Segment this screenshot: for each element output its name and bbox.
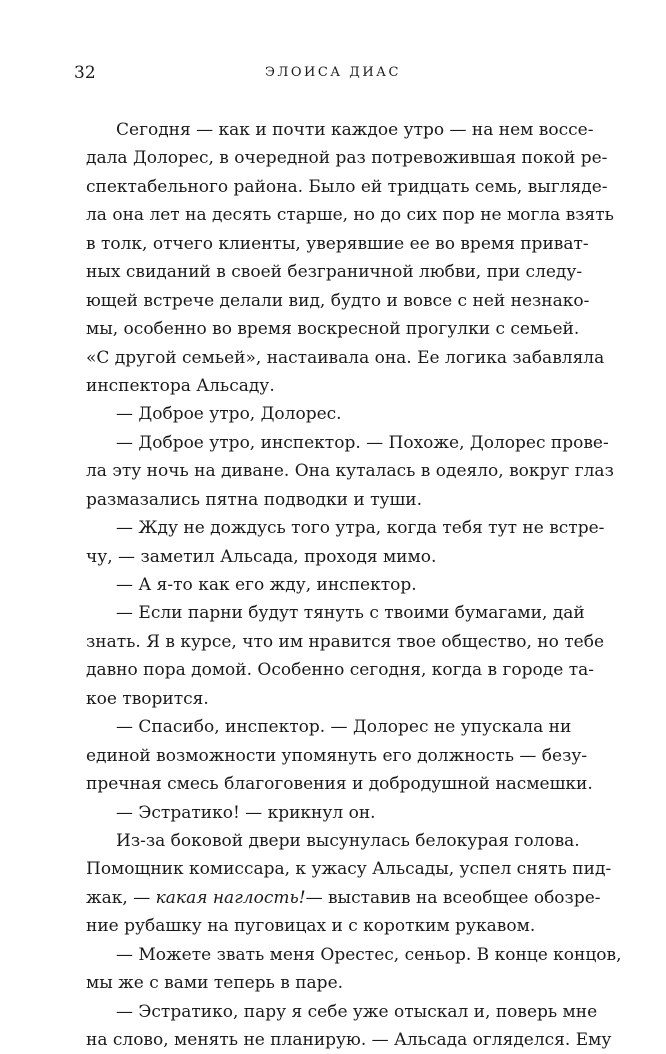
text-line: — Доброе утро, Долорес. xyxy=(116,404,342,425)
text-line: единой возможности упомянуть его должность — безу- xyxy=(86,745,588,766)
text-line: ла эту ночь на диване. Она куталась в одеяло, вокруг глаз xyxy=(86,461,614,482)
text-line: — Можете звать меня Орестес, сеньор. В конце концов, xyxy=(116,944,622,965)
text-line: — Жду не дождусь того утра, когда тебя тут не встре- xyxy=(116,518,605,539)
text-line: пречная смесь благоговения и добродушной насмешки. xyxy=(86,774,593,795)
text-line: на слово, менять не планирую. — Альсада огляделся. Ему xyxy=(86,1030,612,1050)
text-fragment: жак, — xyxy=(86,887,156,908)
italic-phrase: какая наглость! xyxy=(155,887,306,908)
text-line: давно пора домой. Особенно сегодня, когда в городе та- xyxy=(86,660,594,681)
text-line: Помощник комиссара, к ужасу Альсады, успел снять пид- xyxy=(86,859,612,880)
text-line: — Если парни будут тянуть с твоими бумагами, дай xyxy=(116,603,585,624)
text-line: чу, — заметил Альсада, проходя мимо. xyxy=(86,546,437,567)
running-header-author: ЭЛОИСА ДИАС xyxy=(265,65,401,80)
text-line: — Спасибо, инспектор. — Долорес не упускала ни xyxy=(116,717,572,738)
text-line: размазались пятна подводки и туши. xyxy=(86,489,423,510)
text-line: — А я-то как его жду, инспектор. xyxy=(116,575,417,595)
text-line: ла она лет на десять старше, но до сих пор не могла взять xyxy=(86,205,614,226)
text-line: — Эстратико, пару я себе уже отыскал и, поверь мне xyxy=(116,1001,598,1022)
text-line: мы, особенно во время воскресной прогулки с семьей. xyxy=(86,319,580,340)
text-line: инспектора Альсаду. xyxy=(86,375,275,396)
text-line: мы же с вами теперь в паре. xyxy=(86,973,344,994)
page-number: 32 xyxy=(74,63,96,83)
text-line: ние рубашку на пуговицах и с коротким рукавом. xyxy=(86,916,536,937)
text-line: ющей встрече делали вид, будто и вовсе с ней незнако- xyxy=(86,290,590,311)
text-line: спектабельного района. Было ей тридцать семь, выгляде- xyxy=(86,176,608,197)
text-line: дала Долорес, в очередной раз потревожившая покой ре- xyxy=(86,148,608,169)
text-line: в толк, отчего клиенты, уверявшие ее во время приват- xyxy=(86,233,589,254)
text-line: — Эстратико! — крикнул он. xyxy=(116,802,376,823)
text-line: знать. Я в курсе, что им нравится твое общество, но тебе xyxy=(86,631,605,652)
text-line: Из-за боковой двери высунулась белокурая голова. xyxy=(116,830,580,851)
text-line: «С другой семьей», настаивала она. Ее логика забавляла xyxy=(86,347,605,368)
body-text xyxy=(86,116,622,1054)
text-fragment: — выставив на всеобщее обозре- xyxy=(305,887,601,908)
text-line: кое творится. xyxy=(86,688,209,709)
text-line: Сегодня — как и почти каждое утро — на нем воссе- xyxy=(116,120,594,140)
text-line: ных свиданий в своей безграничной любви, при следу- xyxy=(86,262,583,283)
text-line-italic xyxy=(86,884,601,912)
text-line: — Доброе утро, инспектор. — Похоже, Долорес прове- xyxy=(116,432,609,453)
